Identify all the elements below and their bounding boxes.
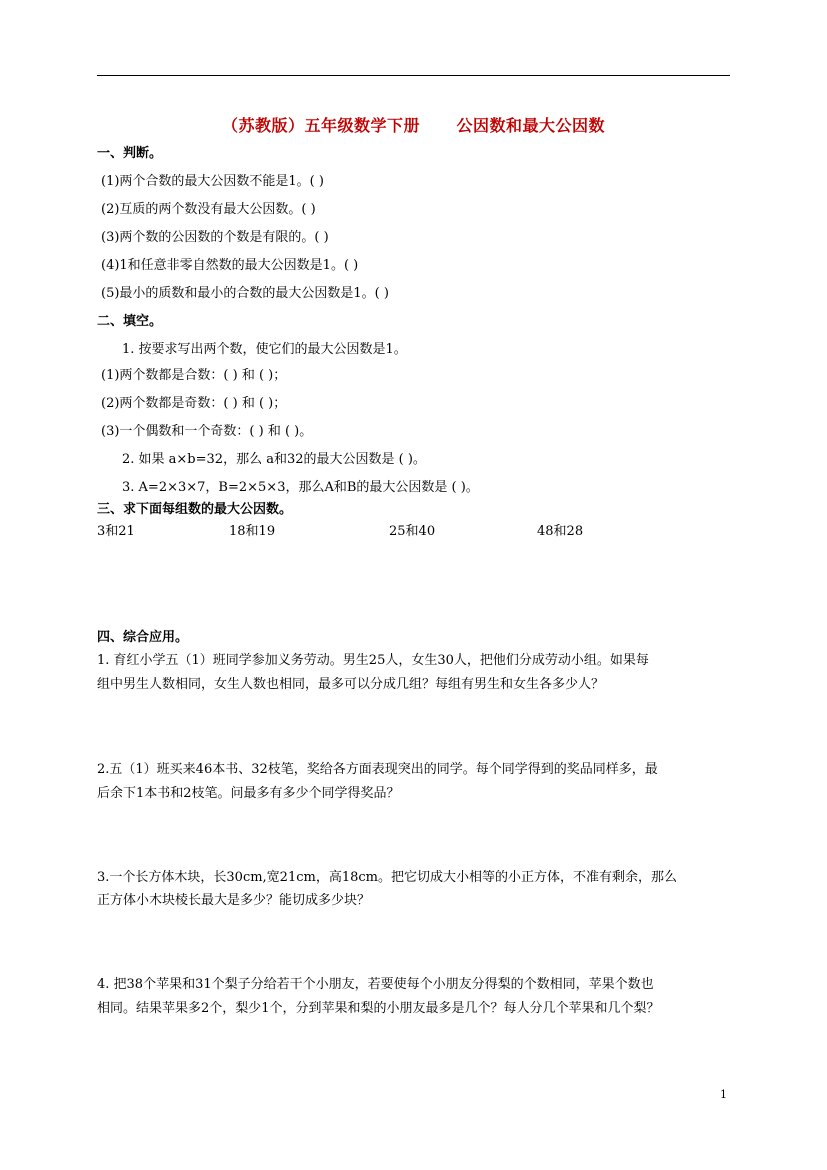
judge-item-5: (5)最小的质数和最小的合数的最大公因数是1。( ) [101,286,389,301]
gcd-pair-2: 18和19 [229,524,276,539]
problem-2-line-2: 后余下1本书和2枝笔。问最多有多少个同学得奖品？ [97,786,400,801]
judge-item-3: (3)两个数的公因数的个数是有限的。( ) [101,230,329,245]
gcd-pair-1: 3和21 [97,524,135,539]
fill-item-2: 2. 如果 a×b=32，那么 a和32的最大公因数是 ( )。 [122,452,426,467]
fill-item-1b: (2)两个数都是奇数：( ) 和 ( )； [101,396,287,411]
gcd-pair-4: 48和28 [537,524,584,539]
judge-item-2: (2)互质的两个数没有最大公因数。( ) [101,202,316,217]
judge-item-4: (4)1和任意非零自然数的最大公因数是1。( ) [101,258,359,273]
fill-item-1a: (1)两个数都是合数：( ) 和 ( )； [101,368,287,383]
problem-4-line-2: 相同。结果苹果多2个，梨少1个，分到苹果和梨的小朋友最多是几个？每人分几个苹果和几个梨？ [97,1001,660,1016]
header-rule [97,75,730,76]
problem-3-line-2: 正方体小木块棱长最大是多少？能切成多少块？ [97,893,371,908]
section3-heading: 三、求下面每组数的最大公因数。 [97,502,293,517]
problem-2-line-1: 2.五（1）班买来46本书、32枝笔，奖给各方面表现突出的同学。每个同学得到的奖品同样多，最 [97,762,658,777]
fill-item-3: 3. A=2×3×7，B=2×5×3，那么A和B的最大公因数是 ( )。 [122,480,479,495]
problem-4-line-1: 4. 把38个苹果和31个梨子分给若干个小朋友，若要使每个小朋友分得梨的个数相同，苹果个数也 [97,977,654,992]
page-number: 1 [720,1088,727,1101]
fill-item-1: 1. 按要求写出两个数，使它们的最大公因数是1。 [122,342,407,357]
problem-1-line-2: 组中男生人数相同，女生人数也相同，最多可以分成几组？每组有男生和女生各多少人？ [97,677,605,692]
page-title: （苏教版）五年级数学下册 公因数和最大公因数 [222,116,605,135]
fill-item-1c: (3)一个偶数和一个奇数：( ) 和 ( )。 [101,424,313,439]
section1-heading: 一、判断。 [97,146,163,161]
section4-heading: 四、综合应用。 [97,630,189,645]
gcd-pair-3: 25和40 [389,524,436,539]
problem-3-line-1: 3.一个长方体木块，长30cm,宽21cm，高18cm。把它切成大小相等的小正方体，不准有剩余，那么 [97,870,677,885]
section2-heading: 二、填空。 [97,314,163,329]
problem-1-line-1: 1. 育红小学五（1）班同学参加义务劳动。男生25人，女生30人，把他们分成劳动小组。如果每 [97,653,649,668]
judge-item-1: (1)两个合数的最大公因数不能是1。( ) [101,174,324,189]
